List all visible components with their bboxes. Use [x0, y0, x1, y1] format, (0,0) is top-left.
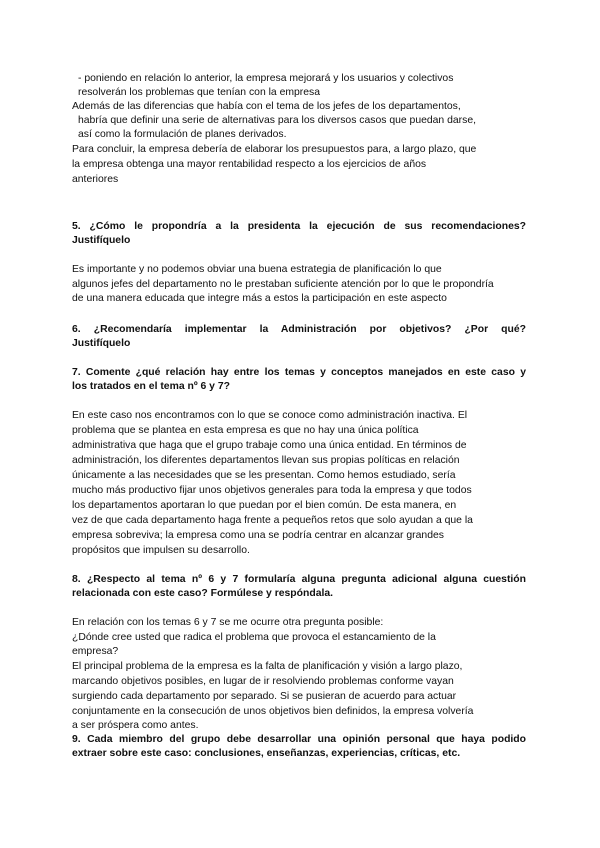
question-heading: 9. Cada miembro del grupo debe desarrollar una opinión personal que haya podido [72, 734, 526, 745]
body-text-line: la empresa obtenga una mayor rentabilidad respecto a los ejercicios de años [72, 159, 427, 170]
body-text-line: habría que definir una serie de alternativas para los diversos casos que puedan darse, [78, 115, 476, 126]
body-text-line: anteriores [72, 174, 119, 185]
body-text-line: surgiendo cada departamento por separado. Si se pusieran de acuerdo para actuar [72, 691, 457, 702]
body-text-line: administración, los diferentes departamentos llevan sus propias políticas en relación [72, 455, 460, 466]
body-text-line: mucho más productivo fijar unos objetivos generales para toda la empresa y que todos [72, 485, 472, 496]
body-text-line: El principal problema de la empresa es la falta de planificación y visión a largo plazo, [72, 661, 463, 672]
body-text-line: Para concluir, la empresa debería de elaborar los presupuestos para, a largo plazo, que [72, 144, 477, 155]
body-text-line: marcando objetivos posibles, en lugar de ir resolviendo problemas conforme vayan [72, 676, 454, 687]
body-text-line: únicamente a las necesidades que se les presentan. Como hemos estudiado, sería [72, 470, 456, 481]
body-text-line: conjuntamente en la consecución de unos objetivos bien definidos, la empresa volvería [72, 706, 474, 717]
question-heading: relacionada con este caso? Formúlese y respóndala. [72, 588, 334, 599]
body-text-line: propósitos que impulsen su desarrollo. [72, 545, 250, 556]
question-heading: extraer sobre este caso: conclusiones, enseñanzas, experiencias, críticas, etc. [72, 748, 461, 759]
body-text-line: administrativa que haga que el grupo trabaje como una única entidad. En términos de [72, 440, 467, 451]
question-heading: 6. ¿Recomendaría implementar la Administración por objetivos? ¿Por qué? [72, 324, 526, 335]
body-text-line: de una manera educada que integre más a estos la participación en este aspecto [72, 293, 447, 304]
body-text-line: a ser próspera como antes. [72, 720, 199, 731]
question-heading: 8. ¿Respecto al tema nº 6 y 7 formularía alguna pregunta adicional alguna cuestión [72, 574, 526, 585]
body-text-line: empresa sobreviva; la empresa como una se podría centrar en alcanzar grandes [72, 530, 444, 541]
body-text-line: vez de que cada departamento haga frente a pequeños retos que solo ayudan a que la [72, 515, 473, 526]
body-text-line: En relación con los temas 6 y 7 se me ocurre otra pregunta posible: [72, 617, 384, 628]
question-heading: los tratados en el tema nº 6 y 7? [72, 381, 230, 392]
body-text-line: así como la formulación de planes derivados. [78, 129, 287, 140]
body-text-line: resolverán los problemas que tenían con la empresa [78, 87, 321, 98]
body-text-line: ¿Dónde cree usted que radica el problema que provoca el estancamiento de la [72, 632, 436, 643]
body-text-line: Además de las diferencias que había con el tema de los jefes de los departamentos, [72, 101, 461, 112]
question-heading: 5. ¿Cómo le propondría a la presidenta la ejecución de sus recomendaciones? [72, 221, 526, 232]
body-text-line: Es importante y no podemos obviar una buena estrategia de planificación lo que [72, 264, 442, 275]
body-text-line: problema que se plantea en esta empresa es que no hay una única política [72, 425, 419, 436]
question-heading: Justifíquelo [72, 338, 131, 349]
question-heading: Justifíquelo [72, 235, 131, 246]
body-text-line: algunos jefes del departamento no le prestaban suficiente atención por lo que le propondría [72, 279, 494, 290]
body-text-line: los departamentos aportaran lo que puedan por el bien común. De esta manera, en [72, 500, 457, 511]
question-heading: 7. Comente ¿qué relación hay entre los temas y conceptos manejados en este caso y [72, 367, 526, 378]
body-text-line: En este caso nos encontramos con lo que se conoce como administración inactiva. El [72, 410, 468, 421]
body-text-line: empresa? [72, 646, 119, 657]
body-text-line: - poniendo en relación lo anterior, la empresa mejorará y los usuarios y colectivos [78, 73, 454, 84]
